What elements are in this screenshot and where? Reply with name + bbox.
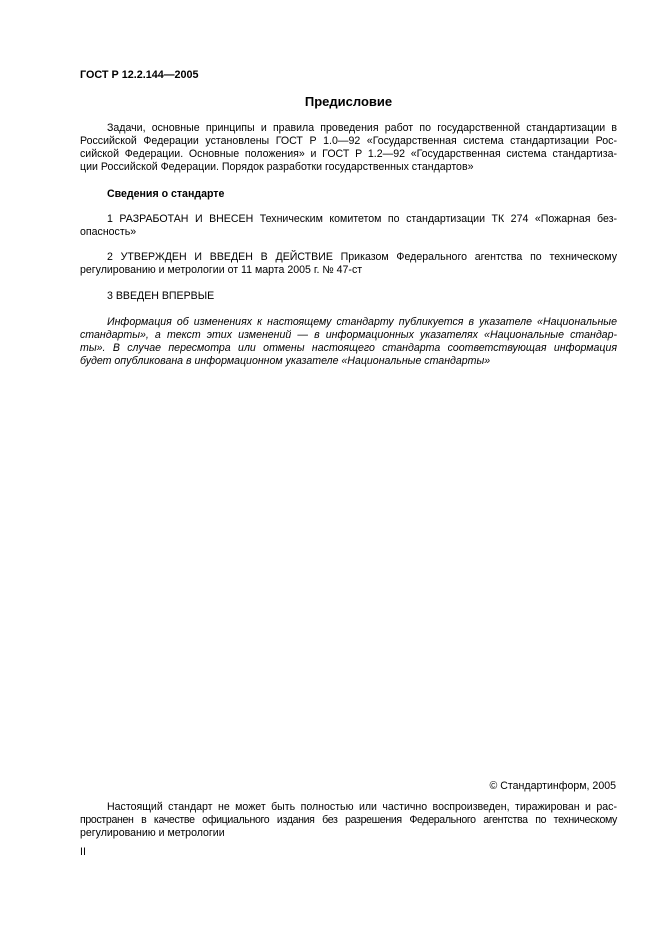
intro-paragraph — [80, 122, 617, 174]
copyright-notice: © Стандартинформ, 2005 — [489, 780, 616, 792]
info-line: стандарты», а текст этих изменений — в информационных указателях «Национальные стандар- — [80, 329, 617, 341]
item-1-line: опасность» — [80, 226, 137, 238]
info-line: Информация об изменениях к настоящему стандарту публикуется в указателе «Национальные — [107, 316, 617, 328]
intro-line: Российской Федерации установлены ГОСТ Р 1.0—92 «Государственная система стандартизации Рос- — [80, 135, 617, 147]
notice-line: Настоящий стандарт не может быть полностью или частично воспроизведен, тиражирован и рас- — [107, 801, 617, 813]
item-1-line: 1 РАЗРАБОТАН И ВНЕСЕН Техническим комитетом по стандартизации ТК 274 «Пожарная без- — [107, 213, 617, 225]
intro-line: ции Российской Федерации. Порядок разработки государственных стандартов» — [80, 161, 474, 173]
page-title: Предисловие — [304, 94, 393, 109]
info-line: будет опубликована в информационном указателе «Национальные стандарты» — [80, 355, 491, 367]
item-2-line: 2 УТВЕРЖДЕН И ВВЕДЕН В ДЕЙСТВИЕ Приказом Федерального агентства по техническому — [107, 251, 617, 263]
reproduction-notice — [80, 801, 617, 840]
info-line: ты». В случае пересмотра или отмены настоящего стандарта соответствующая информация — [80, 342, 617, 354]
section-heading: Сведения о стандарте — [107, 188, 225, 200]
item-2-line: регулированию и метрологии от 11 марта 2005 г. № 47-ст — [80, 264, 363, 276]
notice-line: пространен в качестве официального издания без разрешения Федерального агентства по техническому — [80, 814, 617, 826]
item-1-paragraph — [80, 213, 617, 239]
intro-line: Задачи, основные принципы и правила проведения работ по государственной стандартизации в — [107, 122, 617, 134]
item-2-paragraph — [80, 251, 617, 277]
item-3-paragraph: 3 ВВЕДЕН ВПЕРВЫЕ — [107, 290, 215, 302]
info-paragraph — [80, 316, 617, 368]
page-number: II — [80, 846, 86, 858]
document-code: ГОСТ Р 12.2.144—2005 — [80, 69, 199, 81]
intro-line: сийской Федерации. Основные положения» и ГОСТ Р 1.2—92 «Государственная система стандартиза- — [80, 148, 617, 160]
notice-line: регулированию и метрологии — [80, 827, 225, 839]
